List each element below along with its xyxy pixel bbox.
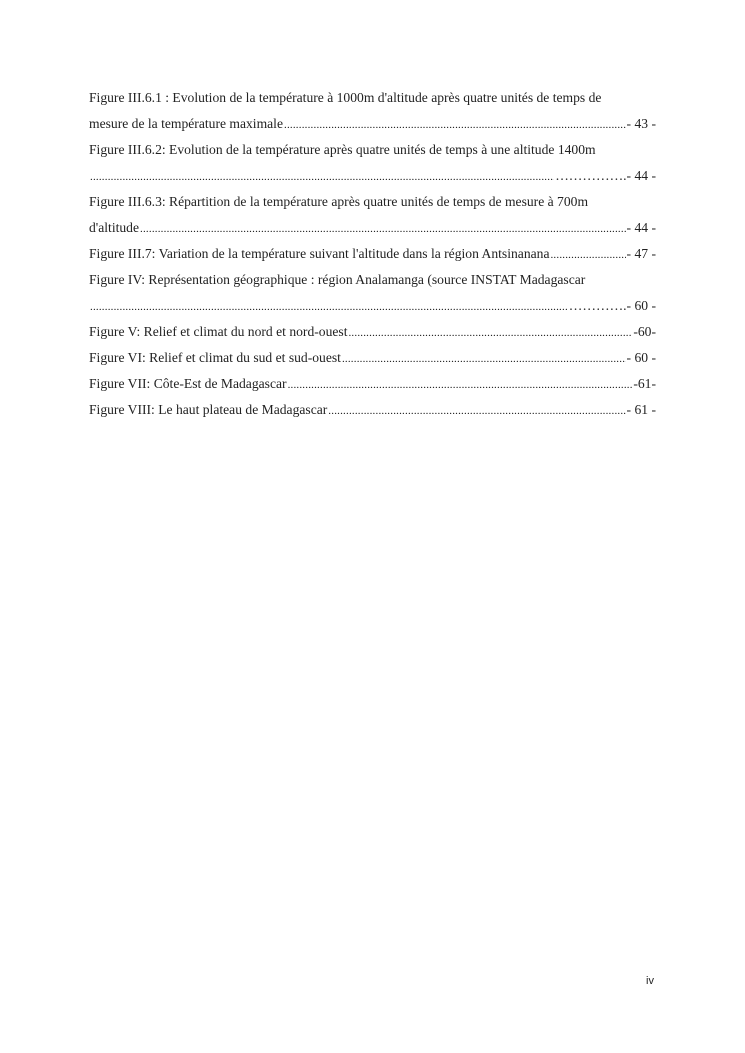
dot-leader — [348, 322, 632, 344]
toc-entry-text: Figure III.6.2: Evolution de la température après quatre unités de temps à une altitude 1400m — [89, 142, 596, 157]
toc-entry-page: -60- — [633, 324, 656, 339]
toc-entry-fig-3-6-2-line-2 — [89, 165, 656, 191]
toc-entry-text: d'altitude — [89, 220, 140, 235]
toc-entry-fig-4-line-2 — [89, 295, 656, 321]
toc-entry-fig-3-6-3-line-1 — [89, 191, 656, 217]
toc-entry-fig-8 — [89, 399, 656, 425]
toc-entry-text: Figure IV: Représentation géographique : région Analamanga (source INSTAT Madagascar — [89, 272, 586, 287]
dot-leader — [90, 166, 554, 188]
toc-entry-fig-6 — [89, 347, 656, 373]
dot-leader — [328, 400, 625, 422]
toc-entry-fig-3-6-3-line-2 — [89, 217, 656, 243]
toc-entry-fig-3-6-2-line-1 — [89, 139, 656, 165]
dot-leader — [140, 218, 626, 240]
dot-leader — [550, 244, 625, 266]
toc-entry-page: - 43 - — [626, 116, 656, 131]
toc-entry-fig-3-6-1-line-2 — [89, 113, 656, 139]
toc-entry-page: - 44 - — [626, 220, 656, 235]
list-of-figures — [89, 87, 656, 425]
toc-entry-text: Figure III.6.1 : Evolution de la température à 1000m d'altitude après quatre unités de temps de — [89, 90, 602, 105]
toc-entry-fig-5 — [89, 321, 656, 347]
toc-entry-page: -61- — [633, 376, 656, 391]
toc-entry-page: …………….- 44 - — [555, 168, 656, 183]
toc-entry-fig-4-line-1 — [89, 269, 656, 295]
toc-entry-page: ………….- 60 - — [568, 298, 656, 313]
toc-entry-text: Figure VIII: Le haut plateau de Madagascar — [89, 402, 328, 417]
toc-entry-text: Figure V: Relief et climat du nord et nord-ouest — [89, 324, 348, 339]
page-number: iv — [646, 975, 654, 987]
toc-entry-fig-3-7 — [89, 243, 656, 269]
dot-leader — [90, 296, 568, 318]
toc-entry-text: Figure VI: Relief et climat du sud et sud-ouest — [89, 350, 341, 365]
toc-entry-text: mesure de la température maximale — [89, 116, 283, 131]
toc-entry-fig-7 — [89, 373, 656, 399]
toc-entry-fig-3-6-1-line-1 — [89, 87, 656, 113]
toc-entry-text: Figure III.7: Variation de la température suivant l'altitude dans la région Antsinanana — [89, 246, 550, 261]
toc-entry-page: - 60 - — [626, 350, 656, 365]
dot-leader — [342, 348, 626, 370]
dot-leader — [284, 114, 626, 136]
toc-entry-text: Figure III.6.3: Répartition de la température après quatre unités de temps de mesure à 700m — [89, 194, 589, 209]
toc-entry-page: - 47 - — [626, 246, 656, 261]
toc-entry-text: Figure VII: Côte-Est de Madagascar — [89, 376, 287, 391]
dot-leader — [288, 374, 633, 396]
toc-entry-page: - 61 - — [626, 402, 656, 417]
